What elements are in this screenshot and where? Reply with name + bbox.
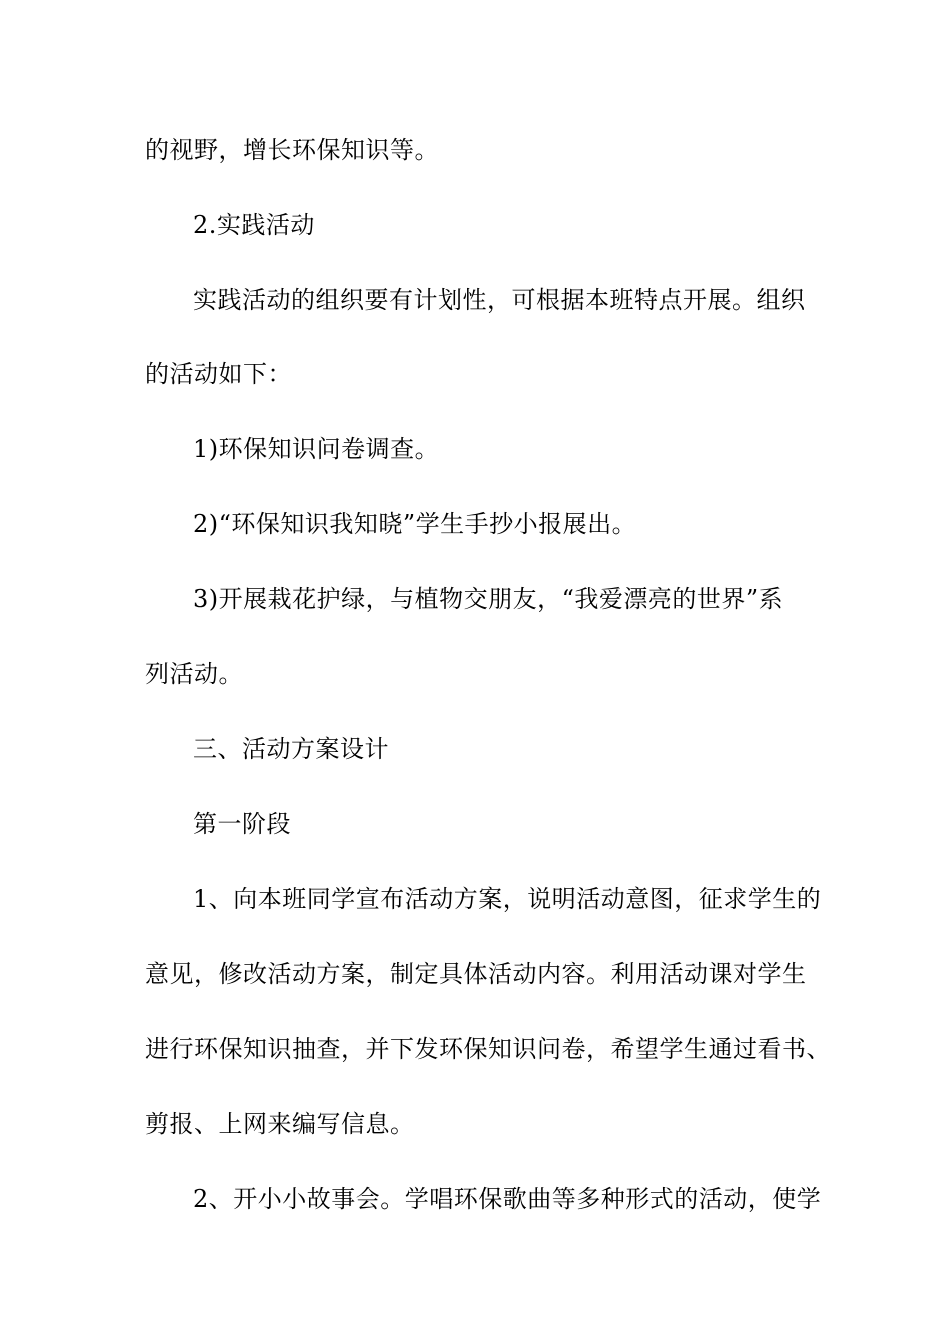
paragraph-line: 剪报、上网来编写信息。 (145, 1110, 415, 1138)
paragraph-line: 1、向本班同学宣布活动方案，说明活动意图，征求学生的 (193, 885, 822, 913)
paragraph-line: 实践活动的组织要有计划性，可根据本班特点开展。组织 (193, 286, 806, 314)
list-item: 3)开展栽花护绿，与植物交朋友，“我爱漂亮的世界”系 (193, 585, 784, 613)
subsection-heading: 第一阶段 (193, 810, 291, 838)
section-heading: 2.实践活动 (193, 211, 315, 239)
section-heading: 三、活动方案设计 (193, 735, 389, 763)
paragraph-line: 的视野，增长环保知识等。 (145, 136, 439, 164)
paragraph-line: 意见，修改活动方案，制定具体活动内容。利用活动课对学生 (145, 960, 807, 988)
paragraph-line: 进行环保知识抽查，并下发环保知识问卷，希望学生通过看书、 (145, 1035, 831, 1063)
paragraph-line: 列活动。 (145, 660, 243, 688)
list-item: 1)环保知识问卷调查。 (193, 435, 440, 463)
paragraph-line: 2、开小小故事会。学唱环保歌曲等多种形式的活动，使学 (193, 1185, 822, 1213)
paragraph-line: 的活动如下： (145, 360, 292, 388)
list-item: 2)“环保知识我知晓”学生手抄小报展出。 (193, 510, 637, 538)
